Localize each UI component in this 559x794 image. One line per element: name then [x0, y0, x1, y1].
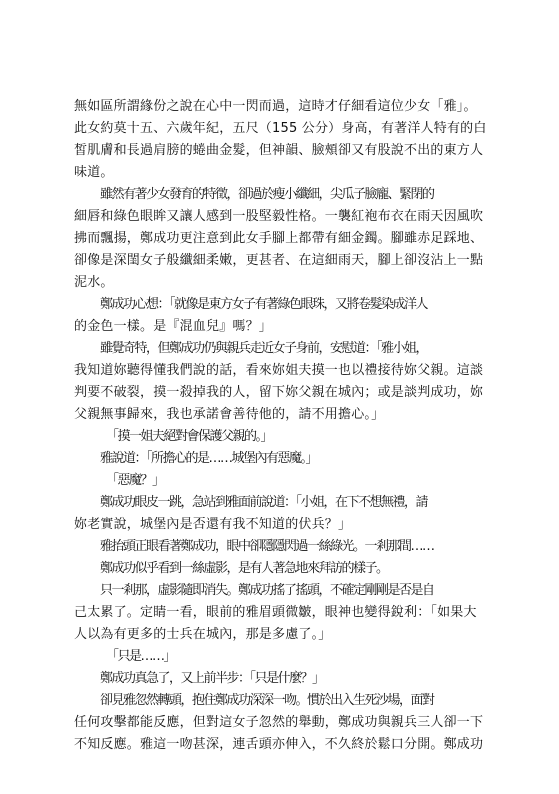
- text-line: 拂而飄揚，鄭成功更注意到此女手腳上都帶有細金鐲。腳雖赤足踩地、: [74, 231, 484, 246]
- text-line: 妳老實說，城堡內是否還有我不知道的伏兵？」: [74, 517, 352, 532]
- text-line: 不知反應。雅這一吻甚深，連舌頭亦伸入，不久終於鬆口分開。鄭成功: [74, 737, 484, 752]
- text-line: 判要不破裂，摸一殺掉我的人，留下妳父親在城內；或是談判成功，妳: [74, 385, 484, 400]
- text-line: 任何攻擊都能反應，但對這女子忽然的舉動，鄭成功與親兵三人卻一下: [74, 715, 484, 730]
- text-line: 雅抬頭正眼看著鄭成功，眼中卻隱隱閃過一絲綠光。一剎那間……: [100, 539, 434, 554]
- text-line: 雖然有著少女發育的特徵，卻過於瘦小纖細，尖瓜子臉龐、緊閉的: [100, 187, 434, 202]
- text-line: 雖覺奇特，但鄭成功仍與親兵走近女子身前，安慰道：「雅小姐，: [100, 341, 428, 356]
- text-line: 味道。: [74, 165, 114, 180]
- text-line: 此女約莫十五、六歲年紀，五尺（155 公分）身高，有著洋人特有的白: [74, 121, 487, 136]
- text-line: 鄭成功心想：「就像是東方女子有著綠色眼珠，又將卷髮染成洋人: [100, 297, 428, 312]
- text-line: 鄭成功似乎看到一絲虛影，是有人著急地來拜訪的樣子。: [100, 561, 388, 576]
- text-line: 鄭成功真急了，又上前半步：「只是什麼？」: [100, 671, 324, 686]
- text-line: 皙肌膚和長過肩膀的蜷曲金髮，但神韻、臉頰卻又有股說不出的東方人: [74, 143, 484, 158]
- text-line: 人以為有更多的士兵在城內，那是多慮了。」: [74, 627, 332, 642]
- text-line: 卻像是深閨女子般纖細柔嫩，更甚者、在這細雨天，腳上卻沒沾上一點: [74, 253, 484, 268]
- text-line: 鄭成功眼皮一跳，急站到雅面前說道：「小姐，在下不想無禮，請: [100, 495, 428, 510]
- text-line: 只一剎那，虛影隨即消失。鄭成功搖了搖頭，不確定剛剛是否是自: [100, 583, 434, 598]
- text-line: 己太累了。定睛一看，眼前的雅眉頭微皺，眼神也變得銳利：「如果大: [74, 605, 477, 620]
- text-line: 的金色一樣。是『混血兒』嗎？」: [74, 319, 273, 334]
- text-line: 「摸一姐夫絕對會保護父親的。」: [106, 429, 273, 444]
- text-line: 卻見雅忽然轉頭，抱住鄭成功深深一吻。慣於出入生死沙場，面對: [100, 693, 434, 708]
- text-line: 我知道妳聽得懂我們說的話，看來妳姐夫摸一也以禮接待妳父親。這談: [74, 363, 484, 378]
- text-line: 雅說道：「所擔心的是……城堡內有惡魔。」: [100, 451, 318, 466]
- text-line: 父親無事歸來，我也承諾會善待他的，請不用擔心。」: [74, 407, 385, 422]
- text-line: 「只是……」: [106, 649, 176, 664]
- text-line: 泥水。: [74, 275, 114, 290]
- text-line: 細唇和綠色眼眸又讓人感到一股堅毅性格。一襲紅袍布衣在雨天因風吹: [74, 209, 484, 224]
- text-line: 無如區所謂緣份之說在心中一閃而過，這時才仔細看這位少女「雅」。: [74, 99, 477, 114]
- text-line: 「惡魔？」: [106, 473, 164, 488]
